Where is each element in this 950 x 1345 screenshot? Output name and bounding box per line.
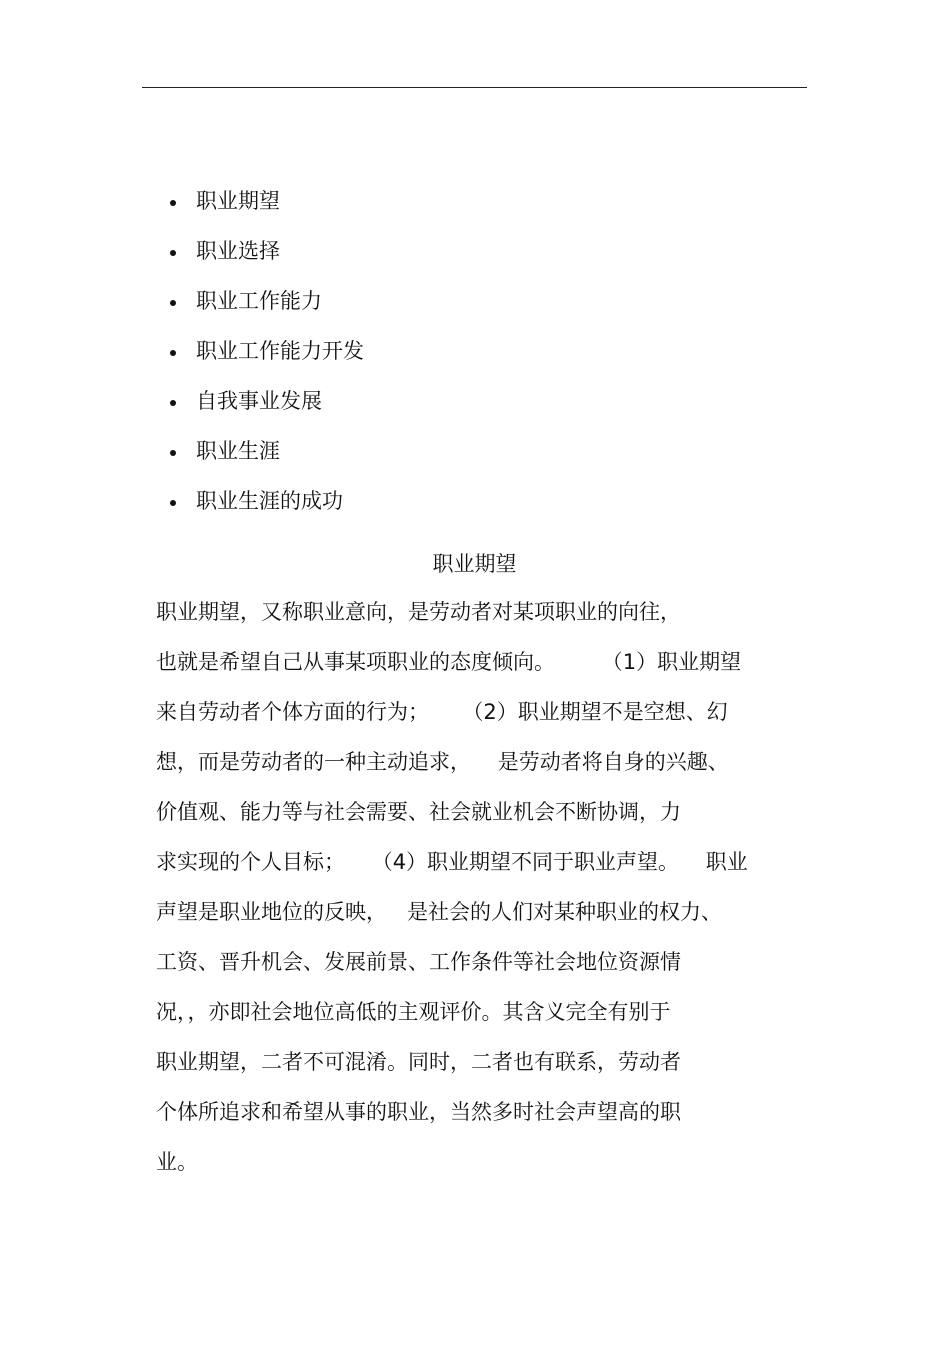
paragraph-line: 况，，亦即社会地位高低的主观评价。其含义完全有别于: [156, 1000, 671, 1024]
list-item: [170, 376, 364, 426]
bullet-icon: [170, 300, 176, 306]
list-item: [170, 326, 364, 376]
paragraph-line: 职业期望，二者不可混淆。同时，二者也有联系，劳动者: [156, 1050, 681, 1074]
body-paragraph: [156, 597, 796, 1197]
section-title: 职业期望: [432, 552, 517, 576]
bullet-icon: [170, 400, 176, 406]
list-item-label: 职业工作能力开发: [196, 338, 364, 363]
list-item-label: 自我事业发展: [196, 388, 322, 413]
bullet-icon: [170, 500, 176, 506]
paragraph-line: 想，而是劳动者的一种主动追求， 是劳动者将自身的兴趣、: [156, 750, 729, 774]
paragraph-line: 价值观、能力等与社会需要、社会就业机会不断协调，力: [156, 800, 681, 824]
list-item: [170, 226, 364, 276]
bullet-icon: [170, 250, 176, 256]
paragraph-line: 声望是职业地位的反映， 是社会的人们对某种职业的权力、: [156, 900, 723, 924]
list-item-label: 职业选择: [196, 238, 280, 263]
list-item-label: 职业生涯的成功: [196, 488, 343, 513]
paragraph-line: 业。: [156, 1150, 198, 1174]
list-item: [170, 276, 364, 326]
paragraph-line: 也就是希望自己从事某项职业的态度倾向。 （1）职业期望: [156, 650, 742, 674]
paragraph-line: 职业期望，又称职业意向，是劳动者对某项职业的向往，: [156, 600, 681, 624]
list-item: [170, 426, 364, 476]
paragraph-line: 来自劳动者个体方面的行为； （2）职业期望不是空想、幻: [156, 700, 728, 724]
list-item-label: 职业生涯: [196, 438, 280, 463]
bullet-icon: [170, 450, 176, 456]
bullet-icon: [170, 200, 176, 206]
list-item-label: 职业期望: [196, 188, 280, 213]
topic-list: [170, 176, 364, 526]
list-item: [170, 176, 364, 226]
bullet-icon: [170, 350, 176, 356]
header-rule: [142, 87, 807, 88]
paragraph-line: 工资、晋升机会、发展前景、工作条件等社会地位资源情: [156, 950, 681, 974]
paragraph-line: 求实现的个人目标； （4）职业期望不同于职业声望。 职业: [156, 850, 748, 874]
list-item-label: 职业工作能力: [196, 288, 322, 313]
paragraph-line: 个体所追求和希望从事的职业，当然多时社会声望高的职: [156, 1100, 681, 1124]
list-item: [170, 476, 364, 526]
